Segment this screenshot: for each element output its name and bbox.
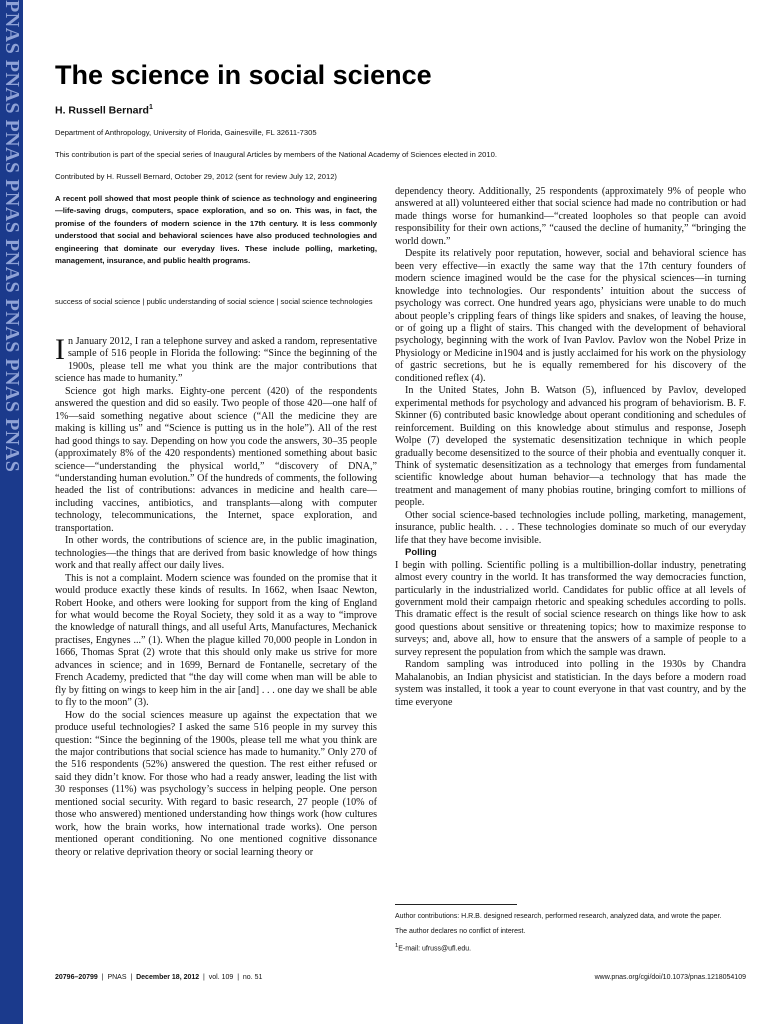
contributed-line: Contributed by H. Russell Bernard, October 29, 2012 (sent for review July 12, 2012) [55, 172, 337, 181]
page-range: 20796–20799 [55, 974, 98, 981]
footer-separator: | [101, 974, 104, 981]
journal-name: PNAS [107, 974, 127, 981]
paragraph: This is not a complaint. Modern science was founded on the promise that it would produce exactly these kinds of results. In 1662, when Isaac Newton, Robert Hooke, and others were looking for support from the king of England for what would become the Royal Society, they sold it as a way to “improve the knowledge of naturall things, and all useful Arts, Manufactures, Mechanick practises, Engynes ...” (1). When the plague killed 70,000 people in London in 1666, Thomas Sprat (2) wrote that this should only make us strive for more advances in science; and in 1699, Bernard de Fontanelle, secretary of the French Academy, predicted that “the day will come when man will be able to fly by fitting on wings to keep him in the air [and] . . . one day we shall be able to fly to the moon” (3). [55, 572, 377, 709]
paragraph: Despite its relatively poor reputation, however, social and behavioral science has been very effective—in exactly the same way that the 17th century founders of modern science imagined would be the case for the physical sciences—in turning knowledge into technologies. Our respondents’ intuition about the success of psychology was correct. One hundred years ago, physicians were unable to do much about people’s crippling fears of things like spiders and snakes, of leaving the house, or of going up a flight of stairs. This changed with the development of behavioral psychology, beginning with the work of Ivan Pavlov. Pavlov won the Nobel Prize in Physiology or Medicine in1904 and is justly acclaimed for his work on the physiology of gastric secretions, but he is equally remembered for his discovery of the conditioned reflex (4). [395, 248, 746, 384]
author-contributions: Author contributions: H.R.B. designed research, performed research, analyzed data, and wrote the paper. [395, 913, 722, 920]
issue-date: December 18, 2012 [136, 974, 200, 981]
paragraph: In the United States, John B. Watson (5), influenced by Pavlov, developed experimental methods for psychology and advanced his program of behaviorism. B. F. Skinner (6) contributed basic knowledge about operant conditioning and schedules of reinforcement. Building on this knowledge about stimulus and response, Joseph Wolpe (7) developed the systematic desensitization technique in which people gradually become desensitized to the source of their phobia and eventually conquer it. Think of systematic desensitization as a technology that emerges from fundamental scientific knowledge about human behavior—a technology that has made the treatment and management of many phobias routine, bringing comfort to millions of people. [395, 385, 746, 509]
pnas-side-band [0, 0, 23, 1024]
right-column [395, 186, 746, 709]
intro-text: n January 2012, I ran a telephone survey and asked a random, representative sample of 516 people in Florida the following: “Since the beginning of the 1900s, please tell me what you think are the major contributions that science has made to humanity.” [55, 336, 377, 385]
email-footnote-marker: 1 [395, 943, 399, 949]
footnote-rule [395, 904, 517, 905]
section-heading-polling: Polling [405, 547, 437, 559]
issue-number: no. 51 [242, 974, 263, 981]
footer-separator: | [237, 974, 240, 981]
paragraph: How do the social sciences measure up against the expectation that we produce useful technologies? I asked the same 516 people in my survey this question: “Since the beginning of the 1900s, please tell me what you think are the major contributions that social science has made to humanity.” Only 270 of the 516 respondents (52%) answered the question. The rest either refused or said they didn’t know. For those who had a ready answer, leading the list with 30 responses (11%) was psychology’s success in helping people. One person mentioned social security. With regard to basic research, 27 people (10% of those who answered) mentioned understanding how things work (how cultures work, how the brain works, how international trade works). One person mentioned operant conditioning. No one mentioned cognitive dissonance theory or relative deprivation theory or social learning theory or [55, 709, 377, 858]
email-text: E-mail: ufruss@ufl.edu. [398, 945, 472, 953]
left-column [55, 333, 377, 859]
conflict-statement: The author declares no conflict of interest. [395, 928, 526, 935]
special-series-note: This contribution is part of the special series of Inaugural Articles by members of the National Academy of Sciences elected in 2010. [55, 150, 497, 159]
footnotes [395, 904, 745, 958]
pnas-band-text: PNAS PNAS PNAS PNAS PNAS PNAS PNAS PNAS [1, 0, 23, 473]
keywords: success of social science | public understanding of social science | social science technologies [55, 297, 373, 306]
affiliation: Department of Anthropology, University of Florida, Gainesville, FL 32611-7305 [55, 128, 317, 137]
footer-separator: | [203, 974, 205, 981]
footer-left [55, 974, 262, 981]
drop-cap: I [55, 333, 65, 366]
paragraph: Random sampling was introduced into polling in the 1930s by Chandra Mahalanobis, an Indian physicist and statistician. In the days before a modern road system was installed, it took a year to count everyone in that vast country, and by the time everyone [395, 659, 746, 708]
author-footnote-marker: 1 [148, 104, 153, 111]
abstract: A recent poll showed that most people think of science as technology and engineering—life-saving drugs, computers, space exploration, and so on. This was, in fact, the promise of the founders of modern science in the 17th century. It is less commonly understood that social and behavioral sciences have also produced technologies and engineering that dominate our everyday lives. These include polling, marketing, management, insurance, and public health programs. [55, 194, 377, 266]
intro-paragraph [55, 333, 377, 386]
paragraph: Science got high marks. Eighty-one percent (420) of the respondents answered the question and did so easily. Two people of those 420—one half of 1%—said something negative about science (“All the medicine they are making is killing us” and “Science is putting us in the hole”). All of the rest had good things to say. Depending on how you code the answers, 30–35 people (approximately 8% of the 420 respondents) mentioned something about basic science—“understanding the physical world,” “discovery of DNA,” “understanding human evolution.” Of the hundreds of comments, the following headed the list of contributions: advances in medicine and health care—including vaccines, antibiotics, and transplants—along with computer technology, telecommunications, the Internet, space exploration, and transportation. [55, 385, 377, 534]
author-line [55, 104, 153, 117]
doi-link[interactable]: www.pnas.org/cgi/doi/10.1073/pnas.1218054109 [594, 974, 746, 981]
paragraph: In other words, the contributions of science are, in the public imagination, technologies—the things that are derived from basic knowledge of how things work and that really affect our daily lives. [55, 535, 377, 572]
email-footnote [395, 941, 745, 954]
paragraph: I begin with polling. Scientific polling is a multibillion-dollar industry, penetrating almost every country in the world. It has transformed the way democracies function, particularly in the industrialized world. Candidates for public office at all levels of government mold their campaign rhetoric and speaking schedules according to polls. This dramatic effect is the result of social science research on things like how to ask good questions about sensitive or threatening topics; how to maximize response to surveys; and, above all, how to ensure that the answers of a sample of people to a survey represent the population from which the sample was drawn. [395, 559, 746, 658]
paragraph: dependency theory. Additionally, 25 respondents (approximately 9% of people who answered at all) volunteered either that social science had made no contribution or had made things worse for humankind—“created loopholes so that people can avoid responsibility for their own actions,” “caused the decline of humanity,” “bringing the world down.” [395, 186, 746, 247]
author-name: H. Russell Bernard [55, 104, 149, 117]
volume: vol. 109 [208, 974, 234, 981]
article-title: The science in social science [55, 60, 432, 90]
footer-separator: | [130, 974, 133, 981]
paragraph: Other social science-based technologies include polling, marketing, management, insurance, public health. . . . These technologies dominate so much of our everyday life that they have become invisible. [395, 509, 746, 546]
